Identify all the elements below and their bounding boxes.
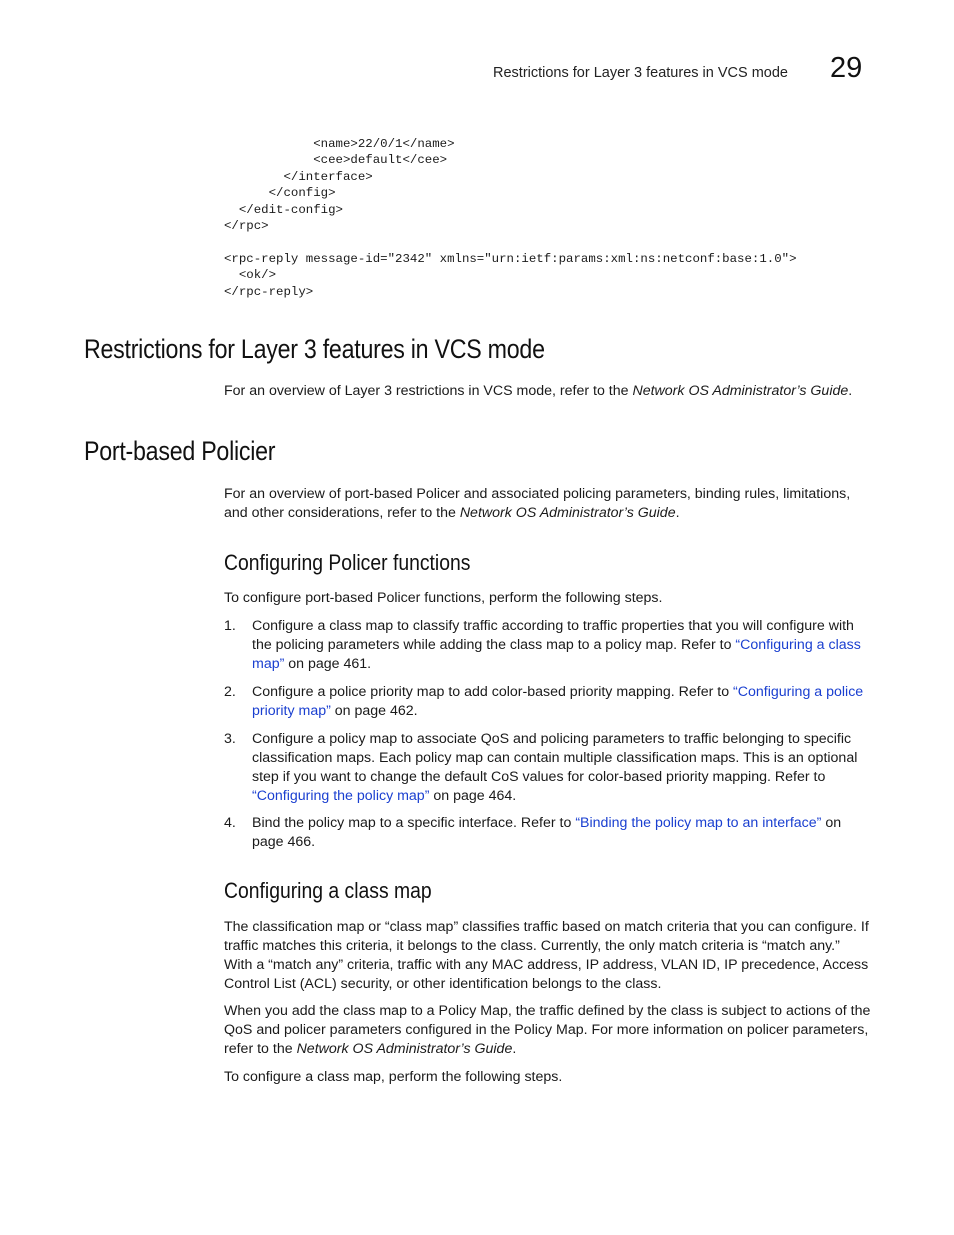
class-map-paragraph-2: When you add the class map to a Policy Map, the traffic defined by the class is subject to actions of the QoS and policer parameters configured in the Policy Map. For more information on policer parameters, refer to the Network OS Administrator’s Guide. — [224, 1003, 871, 1057]
running-header-title: Restrictions for Layer 3 features in VCS mode — [493, 65, 788, 81]
xref-link[interactable]: “Configuring a police priority map” — [252, 684, 864, 719]
list-item: 1. Configure a class map to classify traffic according to traffic properties that you will configure with the policing parameters while adding the class map to a policy map. Refer to “Configuring a class map” on page 461. — [224, 618, 861, 672]
class-map-paragraph-1: The classification map or “class map” classifies traffic based on match criteria that you can configure. If traffic matches this criteria, it belongs to the class. Currently, the only match criteria is “match any.” With a “match any” criteria, traffic with any MAC address, IP address, VLAN ID, IP precedence, Access Control List (ACL) security, or other identification belongs to the class. — [224, 919, 869, 992]
chapter-number: 29 — [830, 52, 863, 84]
section-layer3-paragraph: For an overview of Layer 3 restrictions in VCS mode, refer to the Network OS Administrator’s Guide. — [224, 383, 853, 399]
code-line: </rpc> — [224, 218, 269, 233]
section-policier-paragraph: For an overview of port-based Policer and associated policing parameters, binding rules, limitations, and other considerations, refer to the Network OS Administrator’s Guide. — [224, 486, 851, 521]
list-item: 4. Bind the policy map to a specific interface. Refer to “Binding the policy map to an interface” on page 466. — [224, 815, 842, 850]
guide-title: Network OS Administrator’s Guide — [632, 383, 849, 399]
xref-link[interactable]: “Configuring a class map” — [252, 637, 861, 672]
code-line: <name>22/0/1</name> — [224, 137, 455, 151]
xref-link[interactable]: “Binding the policy map to an interface” — [575, 815, 822, 831]
guide-title: Network OS Administrator’s Guide — [296, 1041, 513, 1057]
list-item: 3. Configure a policy map to associate QoS and policing parameters to traffic belonging to specific classification maps. Each policy map can contain multiple classification maps. This is an optional step if you want to change the default CoS values for color-based priority mapping. Refer to “Configuring the policy map” on page 464. — [224, 731, 858, 804]
section-heading-policier: Port-based Policier — [84, 436, 276, 466]
code-block — [224, 136, 797, 300]
subsection-heading-policer-functions: Configuring Policer functions — [224, 550, 471, 575]
code-line: </config> — [224, 186, 336, 201]
list-item: 2. Configure a police priority map to add color-based priority mapping. Refer to “Configuring a police priority map” on page 462. — [224, 684, 864, 719]
subsection-heading-class-map: Configuring a class map — [224, 878, 432, 903]
code-line — [224, 234, 797, 250]
class-map-paragraph-3: To configure a class map, perform the following steps. — [224, 1069, 563, 1085]
code-line: </rpc-reply> — [224, 284, 314, 299]
code-line: </edit-config> — [224, 202, 343, 217]
code-line: </interface> — [224, 169, 373, 184]
policer-functions-intro: To configure port-based Policer functions, perform the following steps. — [224, 590, 663, 606]
code-line: <rpc-reply message-id="2342" xmlns="urn:ietf:params:xml:ns:netconf:base:1.0"> — [224, 251, 797, 266]
guide-title: Network OS Administrator’s Guide — [459, 505, 676, 521]
section-heading-layer3: Restrictions for Layer 3 features in VCS mode — [84, 334, 545, 364]
code-line: <ok/> — [224, 268, 277, 283]
code-line: <cee>default</cee> — [224, 153, 448, 168]
xref-link[interactable]: “Configuring the policy map” — [252, 788, 430, 804]
